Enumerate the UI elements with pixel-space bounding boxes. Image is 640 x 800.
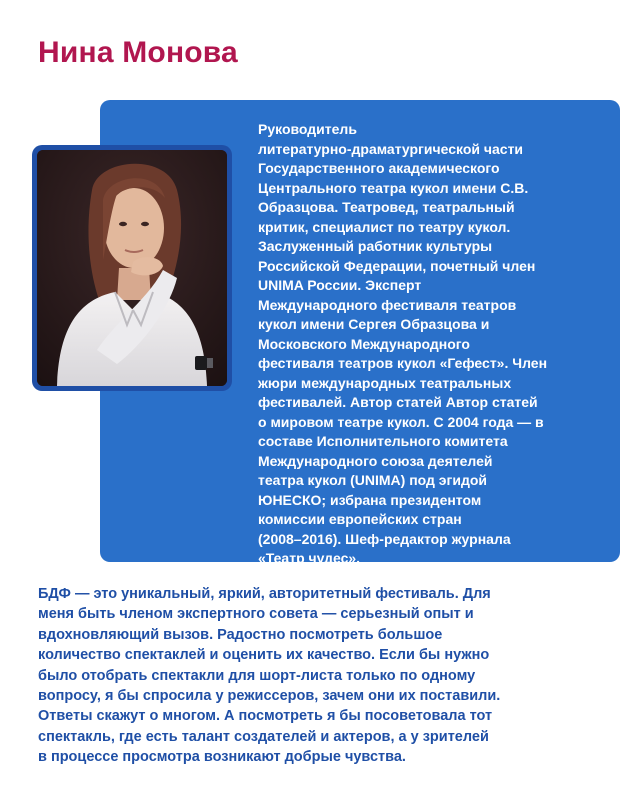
person-name: Нина Монова xyxy=(38,36,238,69)
bio-text: Руководитель литературно-драматургической части Государственного академического Центрального театра кукол имени С.В. Образцова. Театровед, театральный критик, специалист по театру кукол. Заслуженный работник культуры Российской Федерации, почетный член UNIMA России. Эксперт Международного фестиваля театров кукол имени Сергея Образцова и Московского Международного фестиваля театров кукол «Гефест». Член жюри международных театральных фестивалей. Автор статей Автор статей о мировом театре кукол. С 2004 года — в составе Исполнительного комитета Международного союза деятелей театра кукол (UNIMA) под эгидой ЮНЕСКО; избрана президентом комиссии европейских стран (2008–2016). Шеф-редактор журнала «Театр чудес». xyxy=(258,121,548,566)
quote-text: БДФ — это уникальный, яркий, авторитетный фестиваль. Для меня быть членом экспертного совета — серьезный опыт и вдохновляющий вызов. Радостно посмотреть большое количество спектаклей и оценить их качество. Если бы нужно было отобрать спектакли для шорт-листа только по одному вопросу, я бы спросила у режиссеров, зачем они их поставили. Ответы скажут о многом. А посмотреть я бы посоветовала тот спектакль, где есть талант создателей и актеров, а у зрителей в процессе просмотра возникают добрые чувства. xyxy=(38,586,501,766)
portrait-photo xyxy=(37,150,227,386)
portrait-illustration xyxy=(37,150,227,386)
